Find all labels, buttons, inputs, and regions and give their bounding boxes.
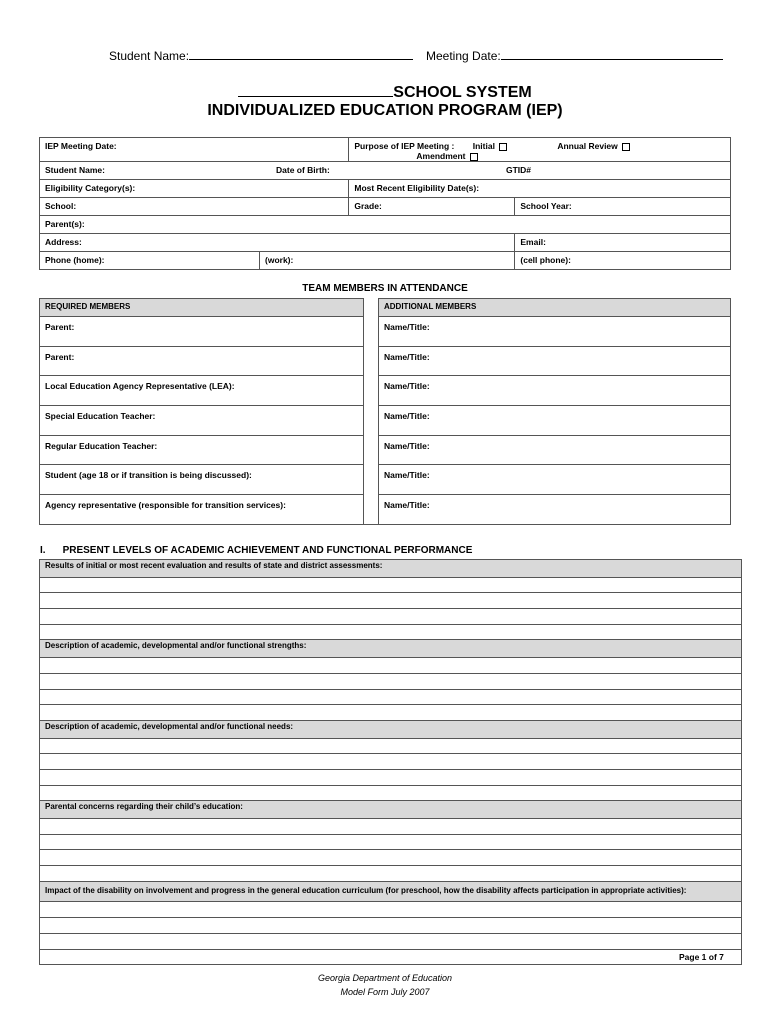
name-title-label: Name/Title: xyxy=(384,500,430,511)
write-line[interactable] xyxy=(40,834,742,850)
write-line[interactable] xyxy=(40,577,742,593)
school-label: School: xyxy=(45,201,77,211)
grade-cell[interactable] xyxy=(349,198,515,216)
disability-impact-prompt: Impact of the disability on involvement and progress in the general education curriculum (for preschool, how the disability affects participation in appropriate activities): xyxy=(40,881,742,902)
column-divider xyxy=(364,376,379,406)
amendment-label: Amendment xyxy=(416,151,466,161)
required-member-parent-1[interactable] xyxy=(40,317,364,347)
write-line[interactable] xyxy=(40,624,742,640)
meeting-date-blank[interactable] xyxy=(501,47,723,60)
meeting-date-field[interactable] xyxy=(426,47,723,63)
name-title-label: Name/Title: xyxy=(384,411,430,422)
footer-form-date: Model Form July 2007 xyxy=(340,987,430,997)
required-member-label: Parent: xyxy=(45,351,75,362)
amendment-checkbox[interactable] xyxy=(470,153,478,161)
cell-phone-cell[interactable] xyxy=(515,252,731,270)
write-line[interactable] xyxy=(40,689,742,705)
school-system-label: SCHOOL SYSTEM xyxy=(393,84,532,101)
cell-phone-label: (cell phone): xyxy=(520,255,571,265)
purpose-cell xyxy=(349,138,731,162)
student-name-label: Student Name: xyxy=(109,49,190,63)
school-cell[interactable] xyxy=(40,198,349,216)
strengths-prompt: Description of academic, developmental and/or functional strengths: xyxy=(40,640,742,658)
write-line[interactable] xyxy=(40,949,742,965)
additional-member-2[interactable] xyxy=(379,346,731,376)
required-member-lea[interactable] xyxy=(40,376,364,406)
required-member-parent-2[interactable] xyxy=(40,346,364,376)
additional-member-4[interactable] xyxy=(379,406,731,436)
meeting-date-label: Meeting Date: xyxy=(426,49,501,63)
column-divider xyxy=(364,495,379,525)
additional-member-6[interactable] xyxy=(379,465,731,495)
amendment-option[interactable] xyxy=(416,151,477,161)
required-members-header: REQUIRED MEMBERS xyxy=(40,299,364,317)
required-member-student[interactable] xyxy=(40,465,364,495)
write-line[interactable] xyxy=(40,918,742,934)
additional-member-1[interactable] xyxy=(379,317,731,347)
column-divider xyxy=(364,465,379,495)
name-title-label: Name/Title: xyxy=(384,381,430,392)
eligibility-category-label: Eligibility Category(s): xyxy=(45,183,136,193)
address-label: Address: xyxy=(45,237,82,247)
column-divider xyxy=(364,435,379,465)
required-member-label: Agency representative (responsible for transition services): xyxy=(45,500,286,511)
parental-concerns-prompt: Parental concerns regarding their child’s education: xyxy=(40,801,742,819)
name-title-label: Name/Title: xyxy=(384,351,430,362)
initial-label: Initial xyxy=(472,141,495,151)
write-line[interactable] xyxy=(40,785,742,801)
additional-member-3[interactable] xyxy=(379,376,731,406)
email-cell[interactable] xyxy=(515,234,731,252)
phone-home-label: Phone (home): xyxy=(45,255,105,265)
write-line[interactable] xyxy=(40,705,742,721)
column-divider xyxy=(364,406,379,436)
write-line[interactable] xyxy=(40,673,742,689)
evaluation-results-prompt: Results of initial or most recent evaluation and results of state and district assessments: xyxy=(40,560,742,578)
initial-checkbox[interactable] xyxy=(499,143,507,151)
page-number: Page 1 of 7 xyxy=(679,952,724,962)
iep-meeting-date-label: IEP Meeting Date: xyxy=(45,141,117,151)
write-line[interactable] xyxy=(40,902,742,918)
section-number: I. xyxy=(40,545,46,556)
dob-label: Date of Birth: xyxy=(276,165,330,175)
annual-review-option[interactable] xyxy=(557,141,629,151)
school-system-title xyxy=(0,82,770,102)
school-system-blank[interactable] xyxy=(238,82,393,97)
initial-option[interactable] xyxy=(473,141,507,151)
required-member-regular-ed-teacher[interactable] xyxy=(40,435,364,465)
eligibility-category-cell[interactable] xyxy=(40,180,349,198)
present-levels-table xyxy=(39,559,742,965)
gtid-label: GTID# xyxy=(506,165,532,175)
iep-meeting-date-cell[interactable] xyxy=(40,138,349,162)
phone-home-cell[interactable] xyxy=(40,252,260,270)
needs-prompt: Description of academic, developmental and/or functional needs: xyxy=(40,720,742,738)
student-name-row[interactable] xyxy=(40,162,731,180)
parents-cell[interactable] xyxy=(40,216,731,234)
required-member-label: Regular Education Teacher: xyxy=(45,440,158,451)
write-line[interactable] xyxy=(40,866,742,882)
write-line[interactable] xyxy=(40,933,742,949)
student-name-field[interactable] xyxy=(109,47,413,63)
recent-eligibility-cell[interactable] xyxy=(349,180,731,198)
recent-eligibility-label: Most Recent Eligibility Date(s): xyxy=(354,183,480,193)
additional-members-header: ADDITIONAL MEMBERS xyxy=(379,299,731,317)
write-line[interactable] xyxy=(40,754,742,770)
student-name-info-label: Student Name: xyxy=(45,165,105,175)
required-member-label: Special Education Teacher: xyxy=(45,411,156,422)
section-1-title xyxy=(40,545,472,556)
team-members-title: TEAM MEMBERS IN ATTENDANCE xyxy=(302,283,468,294)
email-label: Email: xyxy=(520,237,546,247)
name-title-label: Name/Title: xyxy=(384,470,430,481)
annual-review-label: Annual Review xyxy=(557,141,618,151)
write-line[interactable] xyxy=(40,738,742,754)
write-line[interactable] xyxy=(40,819,742,835)
footer-organization: Georgia Department of Education xyxy=(317,973,453,983)
student-name-blank[interactable] xyxy=(189,47,413,60)
write-line[interactable] xyxy=(40,609,742,625)
student-info-table xyxy=(39,137,731,270)
required-member-label: Student (age 18 or if transition is being discussed): xyxy=(45,470,252,481)
additional-member-7[interactable] xyxy=(379,495,731,525)
school-year-label: School Year: xyxy=(520,201,572,211)
required-member-label: Local Education Agency Representative (LEA): xyxy=(45,381,235,392)
purpose-label: Purpose of IEP Meeting : xyxy=(354,141,455,151)
additional-member-5[interactable] xyxy=(379,435,731,465)
annual-review-checkbox[interactable] xyxy=(622,143,630,151)
address-cell[interactable] xyxy=(40,234,515,252)
required-member-label: Parent: xyxy=(45,322,75,332)
write-line[interactable] xyxy=(40,593,742,609)
write-line[interactable] xyxy=(40,850,742,866)
required-member-agency-rep[interactable] xyxy=(40,495,364,525)
school-year-cell[interactable] xyxy=(515,198,731,216)
work-phone-label: (work): xyxy=(265,255,294,265)
name-title-label: Name/Title: xyxy=(384,322,430,332)
column-divider xyxy=(364,317,379,347)
column-divider xyxy=(364,346,379,376)
work-phone-cell[interactable] xyxy=(260,252,515,270)
iep-title: INDIVIDUALIZED EDUCATION PROGRAM (IEP) xyxy=(207,102,563,119)
write-line[interactable] xyxy=(40,769,742,785)
write-line[interactable] xyxy=(40,658,742,674)
section-title-text: PRESENT LEVELS OF ACADEMIC ACHIEVEMENT AND FUNCTIONAL PERFORMANCE xyxy=(62,545,473,556)
required-member-special-ed-teacher[interactable] xyxy=(40,406,364,436)
grade-label: Grade: xyxy=(354,201,382,211)
column-divider xyxy=(364,299,379,317)
parents-label: Parent(s): xyxy=(45,219,85,229)
name-title-label: Name/Title: xyxy=(384,440,430,451)
team-members-table xyxy=(39,298,731,525)
